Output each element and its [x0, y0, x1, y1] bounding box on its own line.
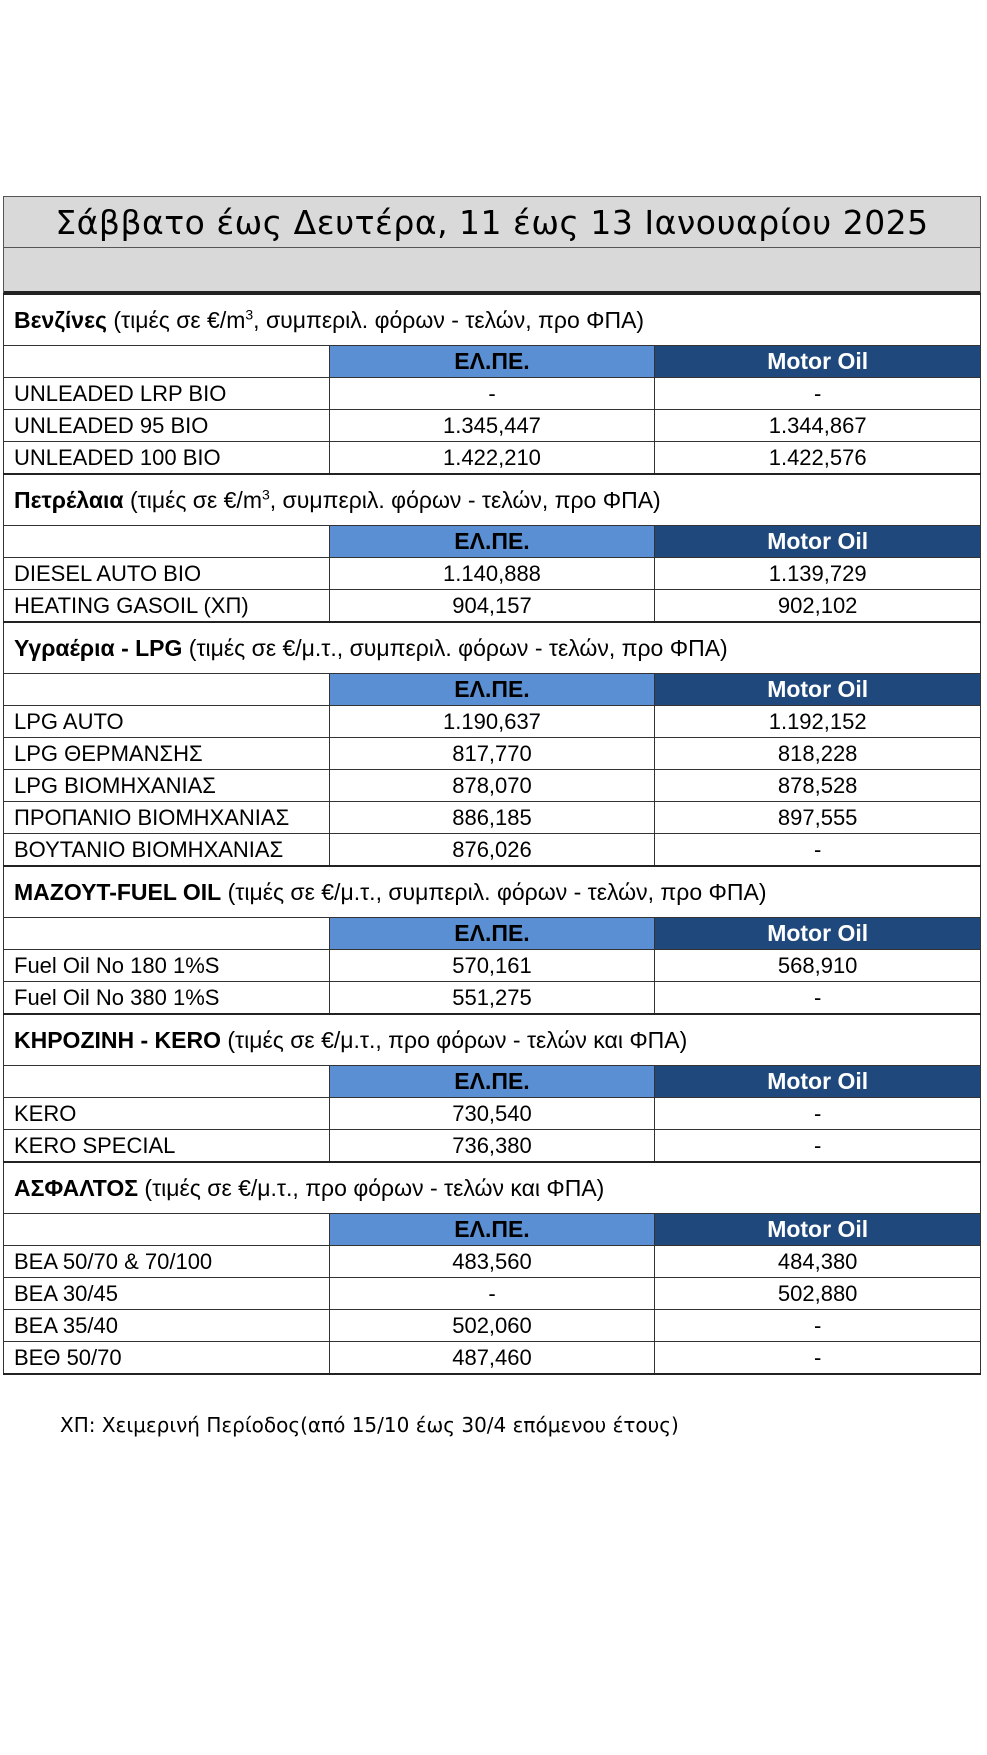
- column-header-blank: [4, 918, 330, 950]
- section-description-tail: , συμπεριλ. φόρων - τελών, προ ΦΠΑ): [269, 487, 661, 513]
- product-name: UNLEADED LRP BIO: [4, 378, 330, 410]
- column-header-elpe: ΕΛ.ΠΕ.: [329, 346, 655, 378]
- price-motor-oil: -: [655, 1310, 981, 1342]
- column-header-motor-oil: Motor Oil: [655, 674, 981, 706]
- column-header-elpe: ΕΛ.ΠΕ.: [329, 918, 655, 950]
- table-row: [4, 950, 981, 982]
- column-header-row: [4, 346, 981, 378]
- price-motor-oil: 1.422,576: [655, 442, 981, 475]
- title-spacer: [4, 248, 980, 293]
- price-elpe: 502,060: [329, 1310, 655, 1342]
- price-elpe: 487,460: [329, 1342, 655, 1375]
- section-description: (τιμές σε €/m: [106, 307, 246, 333]
- table-row: [4, 1310, 981, 1342]
- section-description: (τιμές σε €/m: [123, 487, 262, 513]
- price-elpe: -: [329, 378, 655, 410]
- price-elpe: 1.422,210: [329, 442, 655, 475]
- price-motor-oil: 878,528: [655, 770, 981, 802]
- section-description: (τιμές σε €/μ.τ., συμπεριλ. φόρων - τελών, προ ΦΠΑ): [221, 879, 767, 905]
- section-header: [4, 294, 981, 346]
- column-header-blank: [4, 674, 330, 706]
- table-row: [4, 410, 981, 442]
- section-title: [4, 622, 981, 674]
- price-elpe: 730,540: [329, 1098, 655, 1130]
- price-elpe: 1.345,447: [329, 410, 655, 442]
- section-title: [4, 866, 981, 918]
- column-header-row: [4, 526, 981, 558]
- section-name: Υγραέρια - LPG: [14, 635, 183, 661]
- price-elpe: 876,026: [329, 834, 655, 867]
- section-name: ΚΗΡΟΖΙΝΗ - KERO: [14, 1027, 221, 1053]
- table-row: [4, 770, 981, 802]
- section-header: [4, 866, 981, 918]
- price-motor-oil: 902,102: [655, 590, 981, 623]
- column-header-elpe: ΕΛ.ΠΕ.: [329, 674, 655, 706]
- section-description: (τιμές σε €/μ.τ., προ φόρων - τελών και ΦΠΑ): [221, 1027, 688, 1053]
- product-name: LPG ΒΙΟΜΗΧΑΝΙΑΣ: [4, 770, 330, 802]
- table-row: [4, 1098, 981, 1130]
- section-title: [4, 474, 981, 526]
- title-box: [3, 196, 981, 293]
- price-motor-oil: -: [655, 982, 981, 1015]
- product-name: Fuel Oil No 180 1%S: [4, 950, 330, 982]
- table-row: [4, 1130, 981, 1163]
- table-row: [4, 982, 981, 1015]
- column-header-blank: [4, 346, 330, 378]
- price-elpe: 1.190,637: [329, 706, 655, 738]
- unit-superscript: 3: [261, 486, 270, 503]
- table-row: [4, 442, 981, 475]
- product-name: ΒΕΑ 35/40: [4, 1310, 330, 1342]
- price-elpe: 904,157: [329, 590, 655, 623]
- price-elpe: 817,770: [329, 738, 655, 770]
- section-name: ΑΣΦΑΛΤΟΣ: [14, 1175, 139, 1201]
- table-row: [4, 378, 981, 410]
- unit-superscript: 3: [245, 306, 254, 323]
- column-header-elpe: ΕΛ.ΠΕ.: [329, 1066, 655, 1098]
- price-elpe: 551,275: [329, 982, 655, 1015]
- table-row: [4, 1278, 981, 1310]
- table-row: [4, 706, 981, 738]
- price-motor-oil: 568,910: [655, 950, 981, 982]
- price-motor-oil: -: [655, 834, 981, 867]
- table-row: [4, 590, 981, 623]
- product-name: KERO: [4, 1098, 330, 1130]
- product-name: ΒΕΑ 30/45: [4, 1278, 330, 1310]
- section-header: [4, 1014, 981, 1066]
- section-title: [4, 1162, 981, 1214]
- column-header-blank: [4, 1066, 330, 1098]
- table-row: [4, 802, 981, 834]
- section-description: (τιμές σε €/μ.τ., συμπεριλ. φόρων - τελών, προ ΦΠΑ): [182, 635, 728, 661]
- product-name: UNLEADED 95 BIO: [4, 410, 330, 442]
- price-motor-oil: 484,380: [655, 1246, 981, 1278]
- price-table-body: [4, 294, 981, 1374]
- price-elpe: 878,070: [329, 770, 655, 802]
- product-name: UNLEADED 100 BIO: [4, 442, 330, 475]
- product-name: ΒΕΘ 50/70: [4, 1342, 330, 1375]
- table-row: [4, 1342, 981, 1375]
- price-elpe: 886,185: [329, 802, 655, 834]
- footnote: ΧΠ: Χειμερινή Περίοδος(από 15/10 έως 30/4 επόμενου έτους): [60, 1413, 679, 1437]
- price-motor-oil: 502,880: [655, 1278, 981, 1310]
- price-motor-oil: -: [655, 1098, 981, 1130]
- price-motor-oil: 1.139,729: [655, 558, 981, 590]
- price-motor-oil: -: [655, 1342, 981, 1375]
- column-header-row: [4, 674, 981, 706]
- table-row: [4, 558, 981, 590]
- column-header-motor-oil: Motor Oil: [655, 1214, 981, 1246]
- section-title: [4, 294, 981, 346]
- column-header-motor-oil: Motor Oil: [655, 918, 981, 950]
- column-header-motor-oil: Motor Oil: [655, 1066, 981, 1098]
- column-header-row: [4, 1066, 981, 1098]
- product-name: HEATING GASOIL (ΧΠ): [4, 590, 330, 623]
- section-description-tail: , συμπεριλ. φόρων - τελών, προ ΦΠΑ): [253, 307, 645, 333]
- column-header-elpe: ΕΛ.ΠΕ.: [329, 526, 655, 558]
- price-elpe: 483,560: [329, 1246, 655, 1278]
- section-name: ΜΑΖΟΥΤ-FUEL OIL: [14, 879, 222, 905]
- product-name: ΒΕΑ 50/70 & 70/100: [4, 1246, 330, 1278]
- page-title: Σάββατο έως Δευτέρα, 11 έως 13 Ιανουαρίου 2025: [4, 197, 980, 248]
- price-elpe: 1.140,888: [329, 558, 655, 590]
- section-name: Βενζίνες: [14, 307, 107, 333]
- column-header-blank: [4, 526, 330, 558]
- price-table: [3, 293, 981, 1375]
- price-motor-oil: 818,228: [655, 738, 981, 770]
- product-name: LPG AUTO: [4, 706, 330, 738]
- price-motor-oil: -: [655, 1130, 981, 1163]
- table-row: [4, 1246, 981, 1278]
- section-title: [4, 1014, 981, 1066]
- price-elpe: 736,380: [329, 1130, 655, 1163]
- product-name: ΒΟΥΤΑΝΙΟ ΒΙΟΜΗΧΑΝΙΑΣ: [4, 834, 330, 867]
- table-row: [4, 834, 981, 867]
- column-header-row: [4, 1214, 981, 1246]
- column-header-row: [4, 918, 981, 950]
- section-description: (τιμές σε €/μ.τ., προ φόρων - τελών και ΦΠΑ): [138, 1175, 605, 1201]
- table-row: [4, 738, 981, 770]
- section-header: [4, 1162, 981, 1214]
- product-name: ΠΡΟΠΑΝΙΟ ΒΙΟΜΗΧΑΝΙΑΣ: [4, 802, 330, 834]
- product-name: Fuel Oil No 380 1%S: [4, 982, 330, 1015]
- price-document: [3, 196, 981, 1375]
- product-name: KERO SPECIAL: [4, 1130, 330, 1163]
- column-header-motor-oil: Motor Oil: [655, 346, 981, 378]
- column-header-motor-oil: Motor Oil: [655, 526, 981, 558]
- section-name: Πετρέλαια: [14, 487, 124, 513]
- price-elpe: 570,161: [329, 950, 655, 982]
- section-header: [4, 622, 981, 674]
- price-motor-oil: 1.344,867: [655, 410, 981, 442]
- product-name: DIESEL AUTO BIO: [4, 558, 330, 590]
- section-header: [4, 474, 981, 526]
- price-motor-oil: 897,555: [655, 802, 981, 834]
- price-elpe: -: [329, 1278, 655, 1310]
- column-header-elpe: ΕΛ.ΠΕ.: [329, 1214, 655, 1246]
- product-name: LPG ΘΕΡΜΑΝΣΗΣ: [4, 738, 330, 770]
- price-motor-oil: 1.192,152: [655, 706, 981, 738]
- column-header-blank: [4, 1214, 330, 1246]
- price-motor-oil: -: [655, 378, 981, 410]
